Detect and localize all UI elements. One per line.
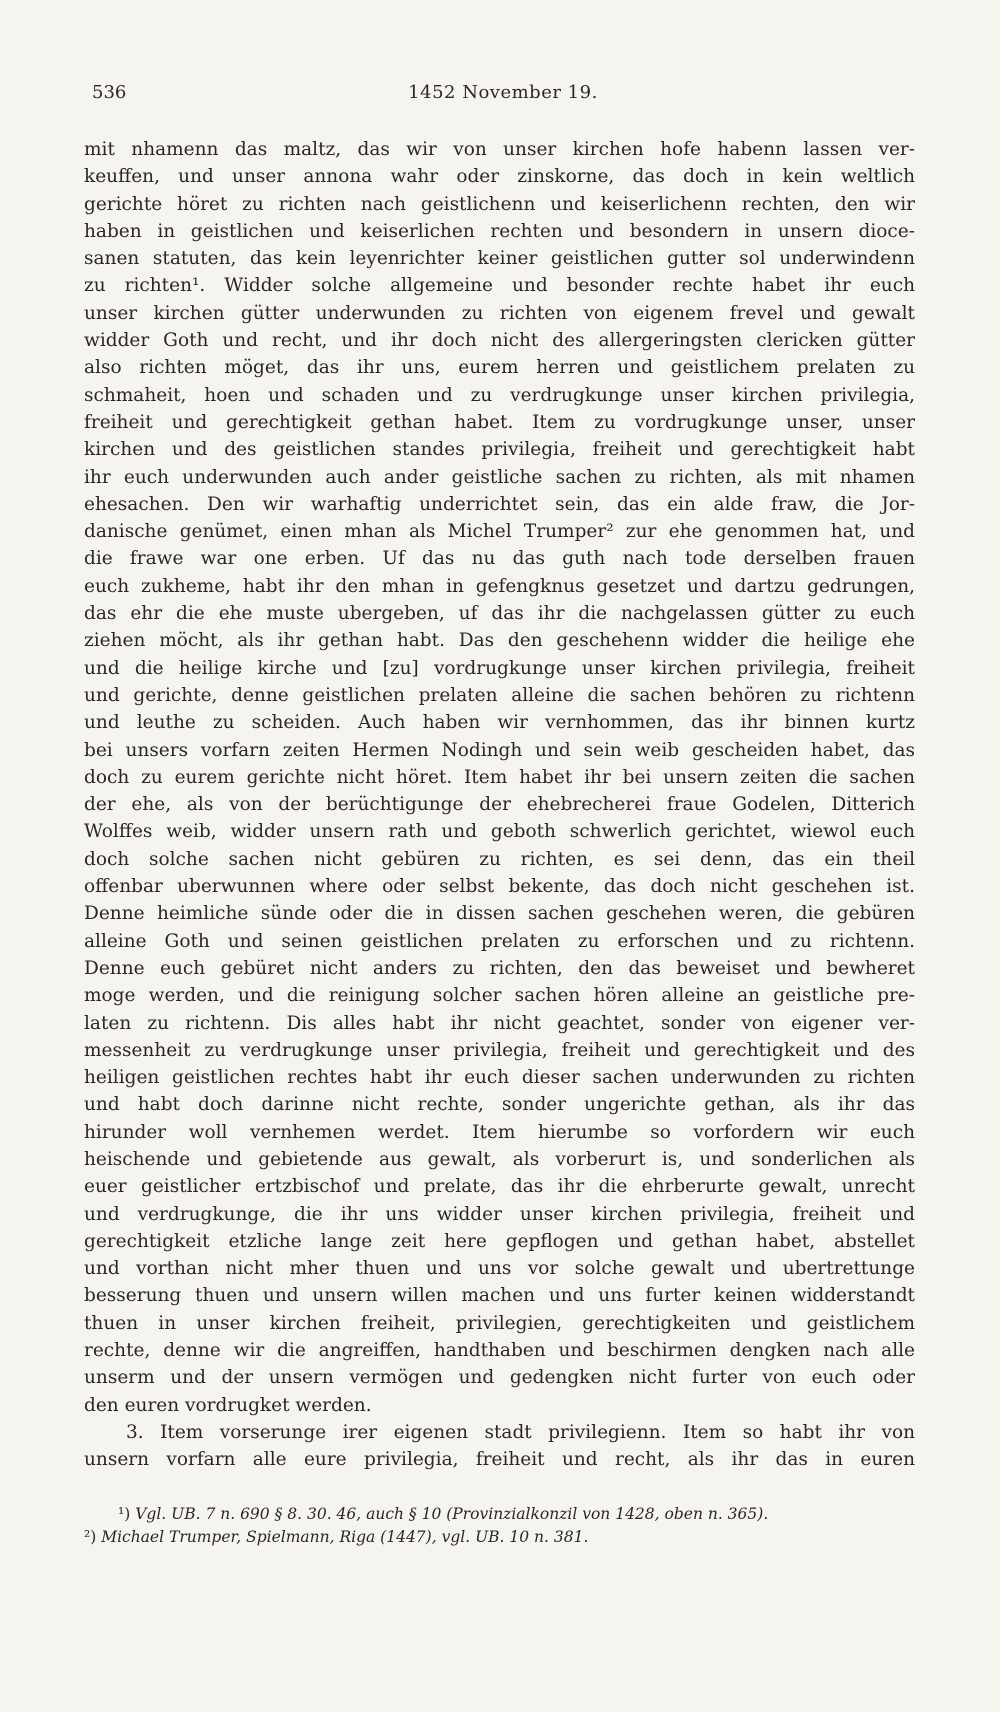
text-line: thuen in unser kirchen freiheit, privilegien, gerechtigkeiten und geistlichem	[84, 1312, 915, 1334]
text-line: alleine Goth und seinen geistlichen prelaten zu erforschen und zu richtenn.	[84, 930, 915, 952]
page-header	[92, 78, 914, 108]
text-line: ehesachen. Den wir warhaftig underrichtet sein, das ein alde fraw, die Jor-	[84, 493, 915, 515]
text-line: widder Goth und recht, und ihr doch nicht des allergeringsten clericken gütter	[84, 330, 915, 352]
text-line: schmaheit, hoen und schaden und zu verdrugkunge unser kirchen privilegia,	[84, 384, 915, 406]
text-line: hirunder woll vernhemen werdet. Item hierumbe so vorfordern wir euch	[84, 1121, 915, 1143]
text-line: den euren vordrugket werden.	[84, 1394, 372, 1416]
footnote-text: Michael Trumper, Spielmann, Riga (1447), vgl. UB. 10 n. 381.	[101, 1528, 589, 1546]
text-line: und verdrugkunge, die ihr uns widder unser kirchen privilegia, freiheit und	[84, 1203, 915, 1225]
text-line: und vorthan nicht mher thuen und uns vor solche gewalt und ubertrettunge	[84, 1258, 915, 1280]
footnotes	[84, 1503, 915, 1549]
text-line: gerechtigkeit etzliche lange zeit here gepflogen und gethan habet, abstellet	[84, 1230, 915, 1252]
footnote-marker: ¹)	[118, 1505, 131, 1523]
text-line: messenheit zu verdrugkunge unser privilegia, freiheit und gerechtigkeit und des	[84, 1039, 915, 1061]
text-line: freiheit und gerechtigkeit gethan habet. Item zu vordrugkunge unser, unser	[84, 411, 915, 433]
text-line: laten zu richtenn. Dis alles habt ihr nicht geachtet, sonder von eigener ver-	[84, 1012, 915, 1034]
text-line: gerichte höret zu richten nach geistlichenn und keiserlichenn rechten, den wir	[84, 193, 915, 215]
text-line: unser kirchen gütter underwunden zu richten von eigenem frevel und gewalt	[84, 302, 915, 324]
text-line: Wolffes weib, widder unsern rath und geboth schwerlich gerichtet, wiewol euch	[84, 821, 915, 843]
text-line: bei unsers vorfarn zeiten Hermen Nodingh und sein weib gescheiden habet, das	[84, 739, 915, 761]
text-line: offenbar uberwunnen where oder selbst bekente, das doch nicht geschehen ist.	[84, 876, 915, 898]
text-line: und leuthe zu scheiden. Auch haben wir vernhommen, das ihr binnen kurtz	[84, 712, 915, 734]
text-line: ihr euch underwunden auch ander geistliche sachen zu richten, als mit nhamen	[84, 466, 915, 488]
text-line: und habt doch darinne nicht rechte, sonder ungerichte gethan, als ihr das	[84, 1094, 915, 1116]
text-line: kirchen und des geistlichen standes privilegia, freiheit und gerechtigkeit habt	[84, 439, 915, 461]
page-number: 536	[92, 82, 127, 103]
text-line: mit nhamenn das maltz, das wir von unser kirchen hofe habenn lassen ver-	[84, 139, 915, 160]
section-start-line: 3. Item vorserunge irer eigenen stadt privilegienn. Item so habt ihr von	[126, 1421, 915, 1443]
text-line: moge werden, und die reinigung solcher sachen hören alleine an geistliche pre-	[84, 985, 915, 1007]
text-line: das ehr die ehe muste ubergeben, uf das ihr die nachgelassen gütter zu euch	[84, 603, 915, 625]
text-line: und gerichte, denne geistlichen prelaten alleine die sachen behören zu richtenn	[84, 684, 915, 706]
running-head: 1452 November 19.	[408, 82, 598, 103]
text-line: doch solche sachen nicht gebüren zu richten, es sei denn, das ein theil	[84, 848, 915, 870]
text-line: keuffen, und unser annona wahr oder zinskorne, das doch in kein weltlich	[84, 166, 915, 188]
text-line: heiligen geistlichen rechtes habt ihr euch dieser sachen underwunden zu richten	[84, 1067, 915, 1089]
footnote	[84, 1503, 915, 1526]
footnote-marker: ²)	[84, 1528, 97, 1546]
text-line: die frawe war one erben. Uf das nu das guth nach tode derselben frauen	[84, 548, 915, 570]
text-line: euch zukheme, habt ihr den mhan in gefengknus gesetzet und dartzu gedrungen,	[84, 575, 915, 597]
text-line: Denne euch gebüret nicht anders zu richten, den das beweiset und bewheret	[84, 957, 915, 979]
text-line: doch zu eurem gerichte nicht höret. Item habet ihr bei unsern zeiten die sachen	[84, 766, 915, 788]
text-line: euer geistlicher ertzbischof und prelate, das ihr die ehrberurte gewalt, unrecht	[84, 1176, 915, 1198]
text-line: unserm und der unsern vermögen und gedengken nicht furter von euch oder	[84, 1367, 915, 1389]
text-line: sanen statuten, das kein leyenrichter keiner geistlichen gutter sol underwindenn	[84, 248, 915, 270]
text-line: Denne heimliche sünde oder die in dissen sachen geschehen weren, die gebüren	[84, 903, 915, 925]
footnote-text: Vgl. UB. 7 n. 690 § 8. 30. 46, auch § 10 (Provinzialkonzil von 1428, oben n. 365).	[135, 1505, 769, 1523]
text-line: rechte, denne wir die angreiffen, handthaben und beschirmen dengken nach alle	[84, 1340, 915, 1362]
text-line: zu richten¹. Widder solche allgemeine und besonder rechte habet ihr euch	[84, 275, 915, 297]
text-line: und die heilige kirche und [zu] vordrugkunge unser kirchen privilegia, freiheit	[84, 657, 915, 679]
text-line: haben in geistlichen und keiserlichen rechten und besondern in unsern dioce-	[84, 220, 915, 242]
text-line: heischende und gebietende aus gewalt, als vorberurt is, und sonderlichen als	[84, 1148, 915, 1170]
text-line: besserung thuen und unsern willen machen und uns furter keinen widderstandt	[84, 1285, 915, 1307]
body-text	[84, 136, 915, 1474]
text-line: der ehe, als von der berüchtigunge der ehebrecherei fraue Godelen, Ditterich	[84, 794, 915, 816]
text-line: unsern vorfarn alle eure privilegia, freiheit und recht, als ihr das in euren	[84, 1449, 915, 1471]
text-line: danische genümet, einen mhan als Michel Trumper² zur ehe genommen hat, und	[84, 521, 915, 543]
footnote	[84, 1526, 915, 1549]
text-line: also richten möget, das ihr uns, eurem herren und geistlichem prelaten zu	[84, 357, 915, 379]
text-line: ziehen möcht, als ihr gethan habt. Das den geschehenn widder die heilige ehe	[84, 630, 915, 652]
